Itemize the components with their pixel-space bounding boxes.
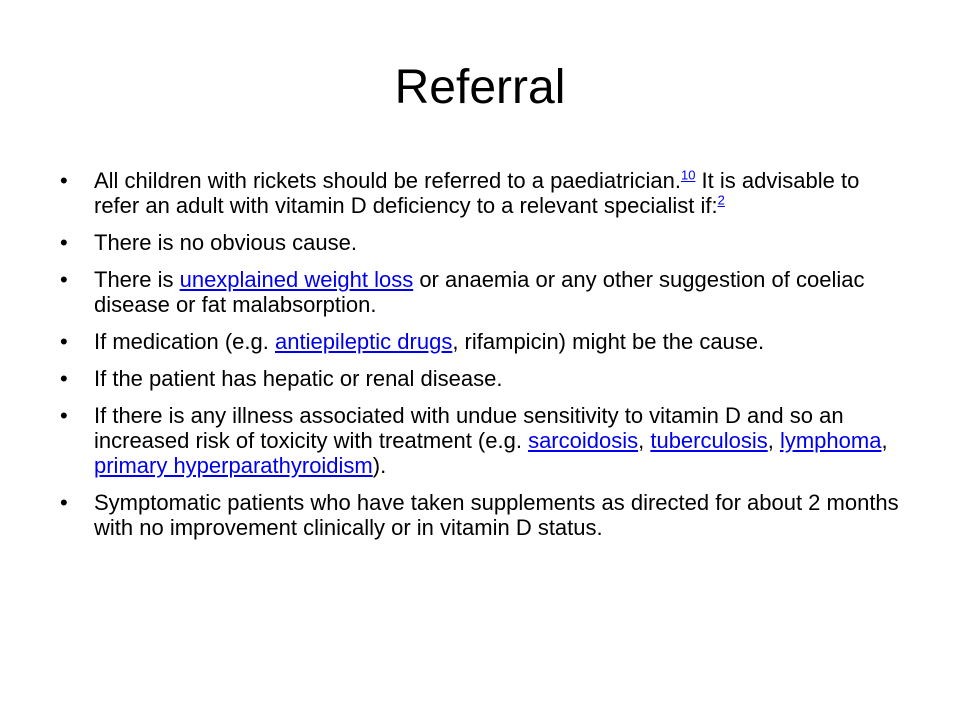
bullet-item-referral-children xyxy=(60,168,900,218)
bullet-text: If medication (e.g. xyxy=(94,329,275,354)
bullet-text: Symptomatic patients who have taken supplements as directed for about 2 months with no improvement clinically or in vitamin D status. xyxy=(94,490,899,540)
bullet-marker: • xyxy=(60,403,68,428)
bullet-item-hepatic-renal xyxy=(60,366,900,391)
antiepileptic-drugs-link[interactable]: antiepileptic drugs xyxy=(274,329,453,354)
bullet-text: There is no obvious cause. xyxy=(94,230,357,255)
bullet-item-no-obvious-cause xyxy=(60,230,900,255)
bullet-marker: • xyxy=(60,168,68,193)
bullet-marker: • xyxy=(60,267,68,292)
bullet-item-weight-loss xyxy=(60,267,900,317)
bullet-text: , rifampicin) might be the cause. xyxy=(452,329,765,354)
reference-link-10[interactable]: 10 xyxy=(680,167,696,183)
lymphoma-link[interactable]: lymphoma xyxy=(779,428,882,453)
bullet-text: There is xyxy=(94,267,180,292)
bullet-item-symptomatic-patients xyxy=(60,490,900,540)
bullet-text: It is advisable to refer an adult with vitamin D deficiency to a relevant specialist if: xyxy=(94,168,860,218)
bullet-text: If the patient has hepatic or renal disease. xyxy=(94,366,503,391)
unexplained-weight-loss-link[interactable]: unexplained weight loss xyxy=(179,267,414,292)
bullet-text: or anaemia or any other suggestion of coeliac disease or fat malabsorption. xyxy=(94,267,865,317)
reference-link-2[interactable]: 2 xyxy=(717,192,725,208)
primary-hyperparathyroidism-link[interactable]: primary hyperparathyroidism xyxy=(94,453,373,478)
sarcoidosis-link[interactable]: sarcoidosis xyxy=(528,428,639,453)
bullet-text: ). xyxy=(372,453,387,478)
bullet-marker: • xyxy=(60,329,68,354)
slide-title: Referral xyxy=(394,61,566,114)
bullet-text: All children with rickets should be referred to a paediatrician. xyxy=(94,168,681,193)
bullet-item-medication xyxy=(60,329,900,354)
tuberculosis-link[interactable]: tuberculosis xyxy=(650,428,768,453)
bullet-text: , xyxy=(767,428,780,453)
bullet-marker: • xyxy=(60,366,68,391)
bullet-item-illness-sensitivity xyxy=(60,403,900,478)
bullet-text: If there is any illness associated with undue sensitivity to vitamin D and so an increased risk of toxicity with treatment (e.g. xyxy=(94,403,844,453)
bullet-marker: • xyxy=(60,490,68,515)
bullet-list xyxy=(60,168,900,552)
bullet-marker: • xyxy=(60,230,68,255)
bullet-text: , xyxy=(638,428,651,453)
bullet-text: , xyxy=(881,428,888,453)
